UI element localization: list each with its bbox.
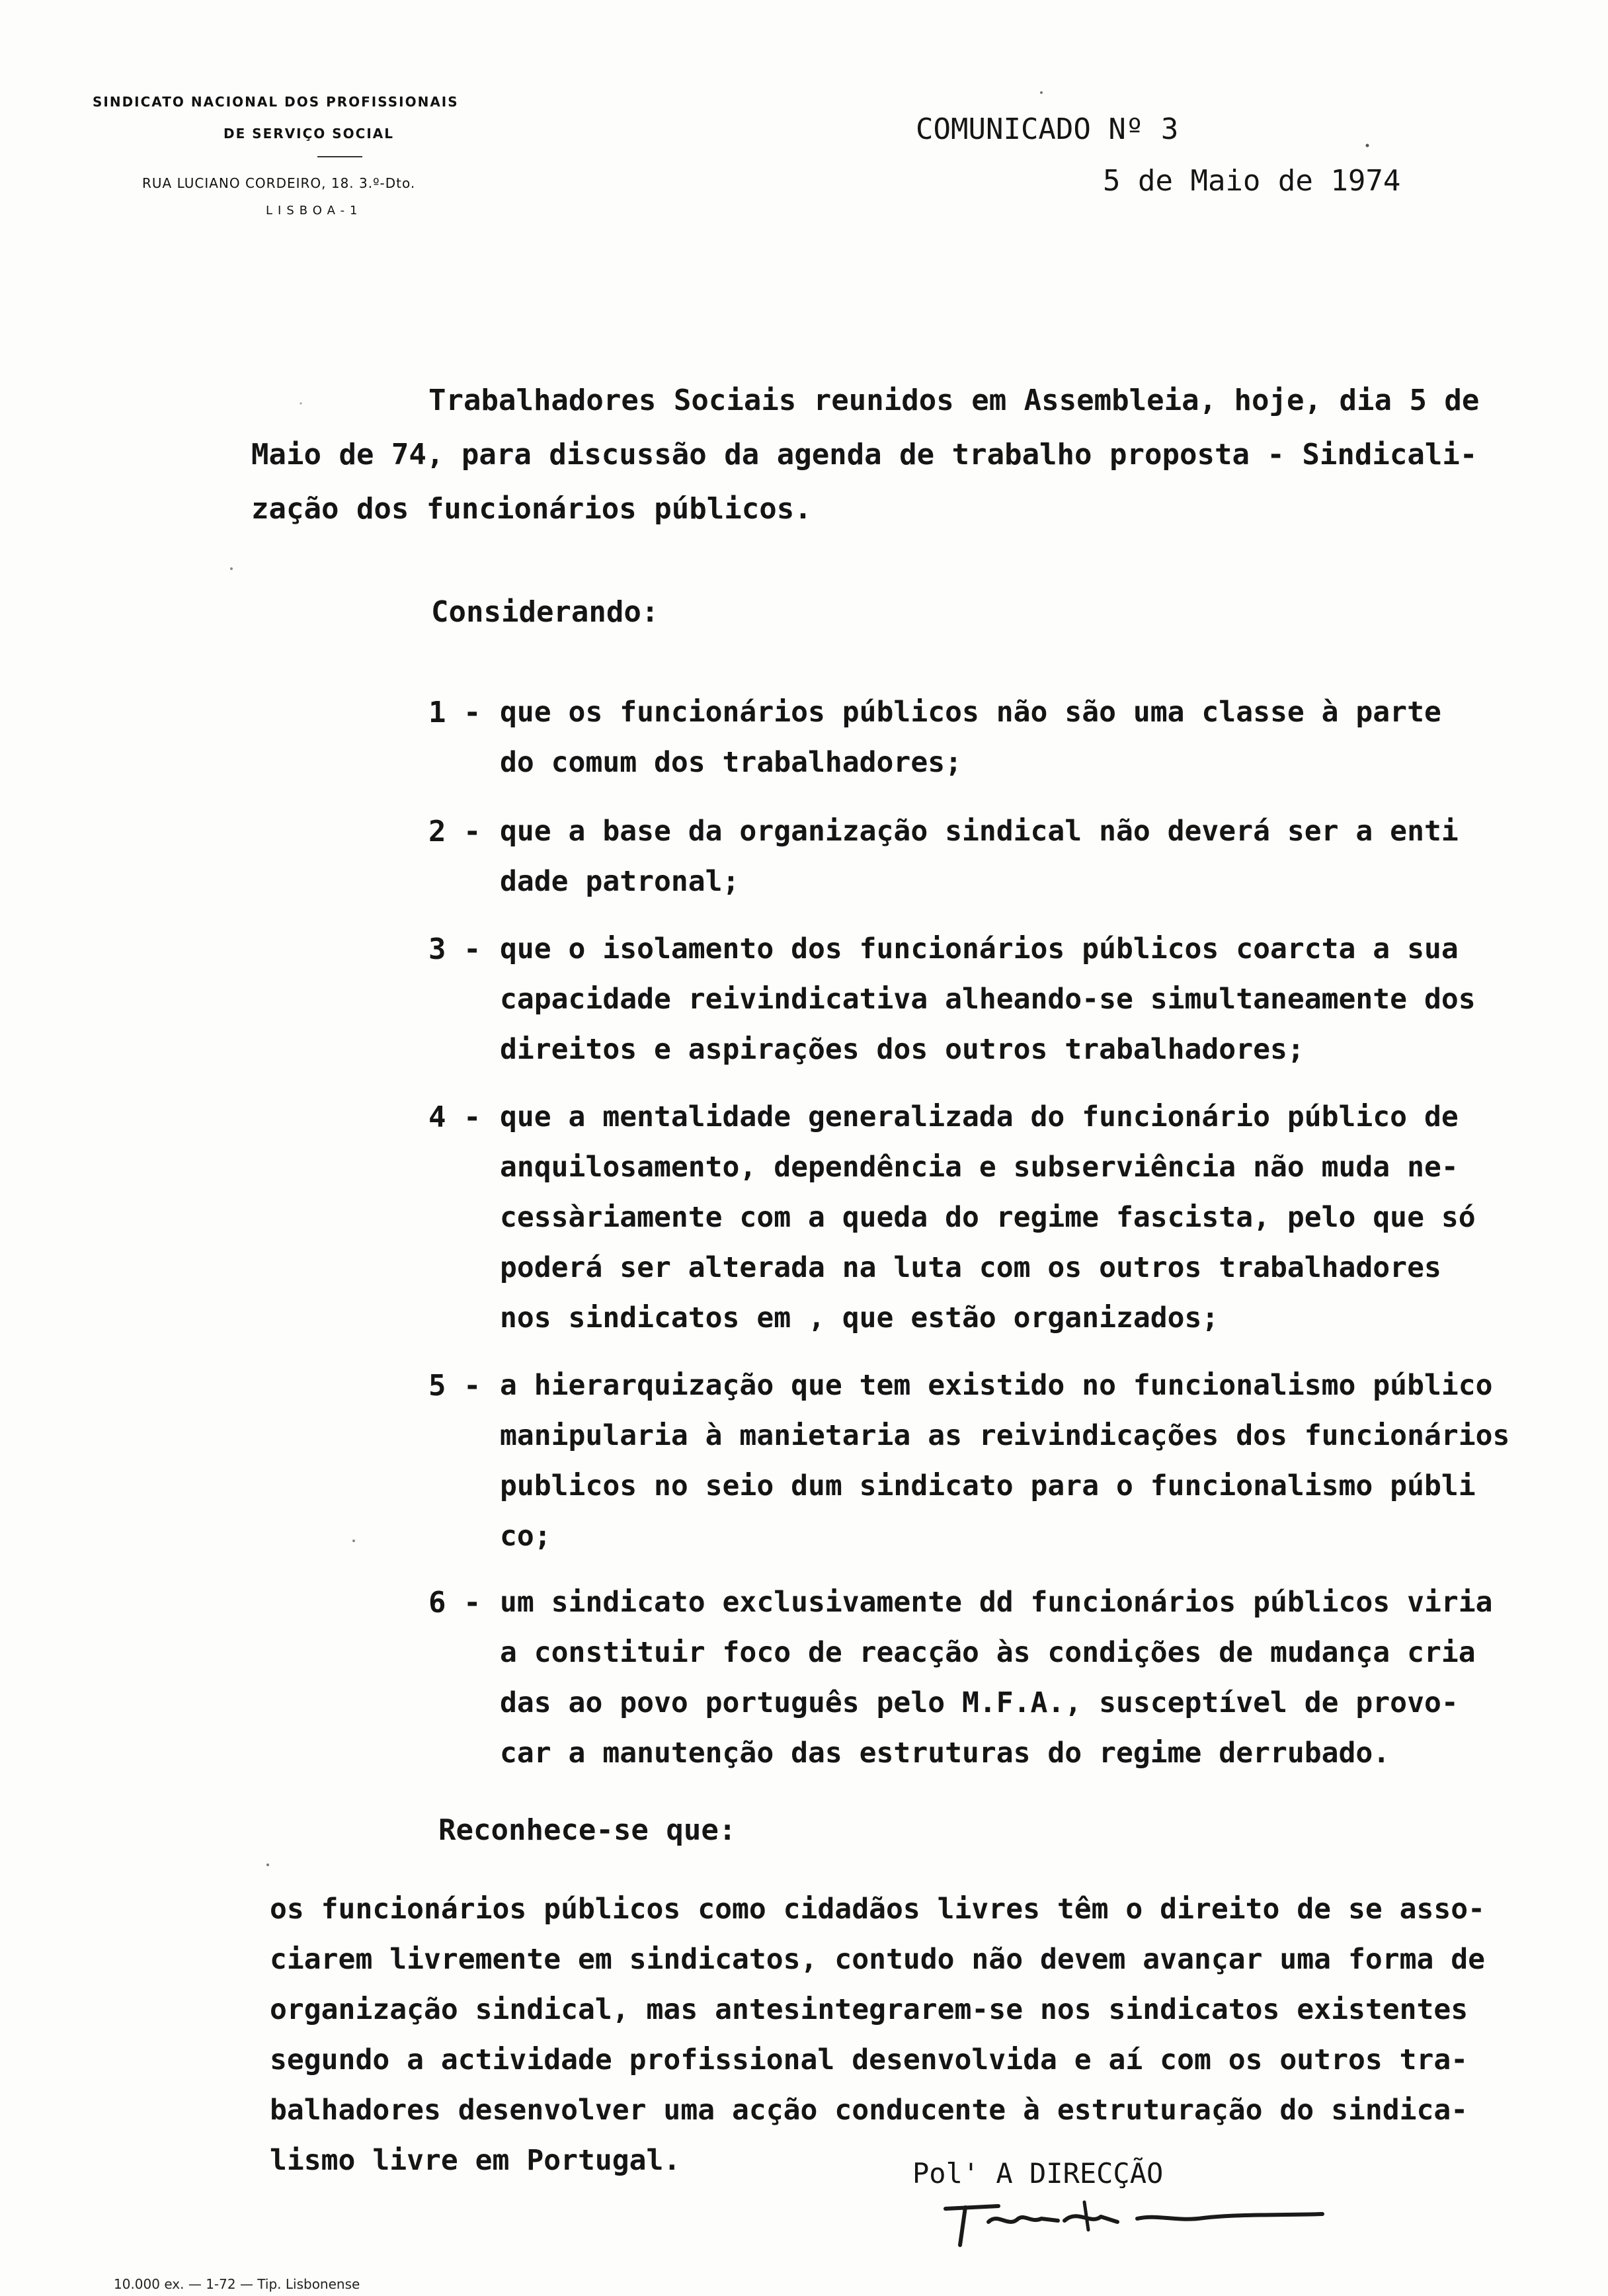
conclusion-line: organização sindical, mas antesintegrarem-se nos sindicatos existentes — [270, 1993, 1468, 2026]
union-address: RUA LUCIANO CORDEIRO, 18. 3.º-Dto. — [142, 175, 416, 191]
union-city: LISBOA-1 — [266, 204, 363, 218]
communique-number: COMUNICADO Nº 3 — [916, 112, 1179, 146]
item-line: que os funcionários públicos não são uma classe à parte — [500, 696, 1441, 729]
union-name-line1: SINDICATO NACIONAL DOS PROFISSIONAIS — [93, 94, 459, 110]
item-line: que a base da organização sindical não deverá ser a enti — [500, 815, 1459, 848]
conclusion-line: os funcionários públicos como cidadãos livres têm o direito de se asso- — [270, 1893, 1486, 1926]
item-line: co; — [500, 1520, 551, 1553]
conclusion-line: lismo livre em Portugal. — [270, 2144, 681, 2177]
item-number: 5 - — [428, 1369, 481, 1403]
conclusion-line: balhadores desenvolver uma acção conducente à estruturação do sindica- — [270, 2094, 1468, 2127]
intro-line-3: zação dos funcionários públicos. — [251, 492, 812, 526]
communique-date: 5 de Maio de 1974 — [1103, 164, 1401, 198]
item-line: dade patronal; — [500, 865, 740, 898]
item-line: poderá ser alterada na luta com os outros trabalhadores — [500, 1251, 1441, 1284]
union-name-line2: DE SERVIÇO SOCIAL — [223, 126, 395, 142]
item-line: cessàriamente com a queda do regime fascista, pelo que só — [500, 1201, 1476, 1234]
conclusion-line: segundo a actividade profissional desenvolvida e aí com os outros tra- — [270, 2043, 1468, 2076]
item-line: manipularia à manietaria as reivindicações dos funcionários — [500, 1419, 1510, 1452]
item-number: 1 - — [428, 696, 481, 729]
item-line: nos sindicatos em , que estão organizados; — [500, 1301, 1219, 1334]
reconhece-label: Reconhece-se que: — [438, 1813, 737, 1847]
intro-line-2: Maio de 74, para discussão da agenda de trabalho proposta - Sindicali- — [251, 438, 1478, 472]
item-line: que a mentalidade generalizada do funcionário público de — [500, 1100, 1459, 1133]
conclusion-line: ciarem livremente em sindicatos, contudo não devem avançar uma forma de — [270, 1943, 1486, 1976]
item-line: a hierarquização que tem existido no funcionalismo público — [500, 1369, 1493, 1402]
item-line: car a manutenção das estruturas do regime derrubado. — [500, 1737, 1390, 1770]
item-number: 3 - — [428, 932, 481, 966]
item-line: das ao povo português pelo M.F.A., susceptível de provo- — [500, 1686, 1459, 1719]
item-line: anquilosamento, dependência e subserviência não muda ne- — [500, 1151, 1459, 1184]
item-number: 2 - — [428, 815, 481, 848]
item-number: 6 - — [428, 1586, 481, 1620]
considerando-label: Considerando: — [431, 595, 659, 629]
item-line: a constituir foco de reacção às condições de mudança cria — [500, 1636, 1476, 1669]
item-line: direitos e aspirações dos outros trabalhadores; — [500, 1033, 1305, 1066]
item-line: um sindicato exclusivamente dd funcionários públicos viria — [500, 1586, 1493, 1619]
item-number: 4 - — [428, 1100, 481, 1134]
item-line: publicos no seio dum sindicato para o funcionalismo públi — [500, 1469, 1476, 1502]
item-line: que o isolamento dos funcionários públicos coarcta a sua — [500, 932, 1459, 965]
intro-line-1: Trabalhadores Sociais reunidos em Assembleia, hoje, dia 5 de — [428, 384, 1480, 417]
printer-footer: 10.000 ex. — 1-72 — Tip. Lisbonense — [114, 2276, 360, 2292]
item-line: do comum dos trabalhadores; — [500, 746, 962, 779]
signature-label: Pol' A DIRECÇÃO — [912, 2157, 1164, 2190]
item-line: capacidade reivindicativa alheando-se simultaneamente dos — [500, 983, 1476, 1016]
